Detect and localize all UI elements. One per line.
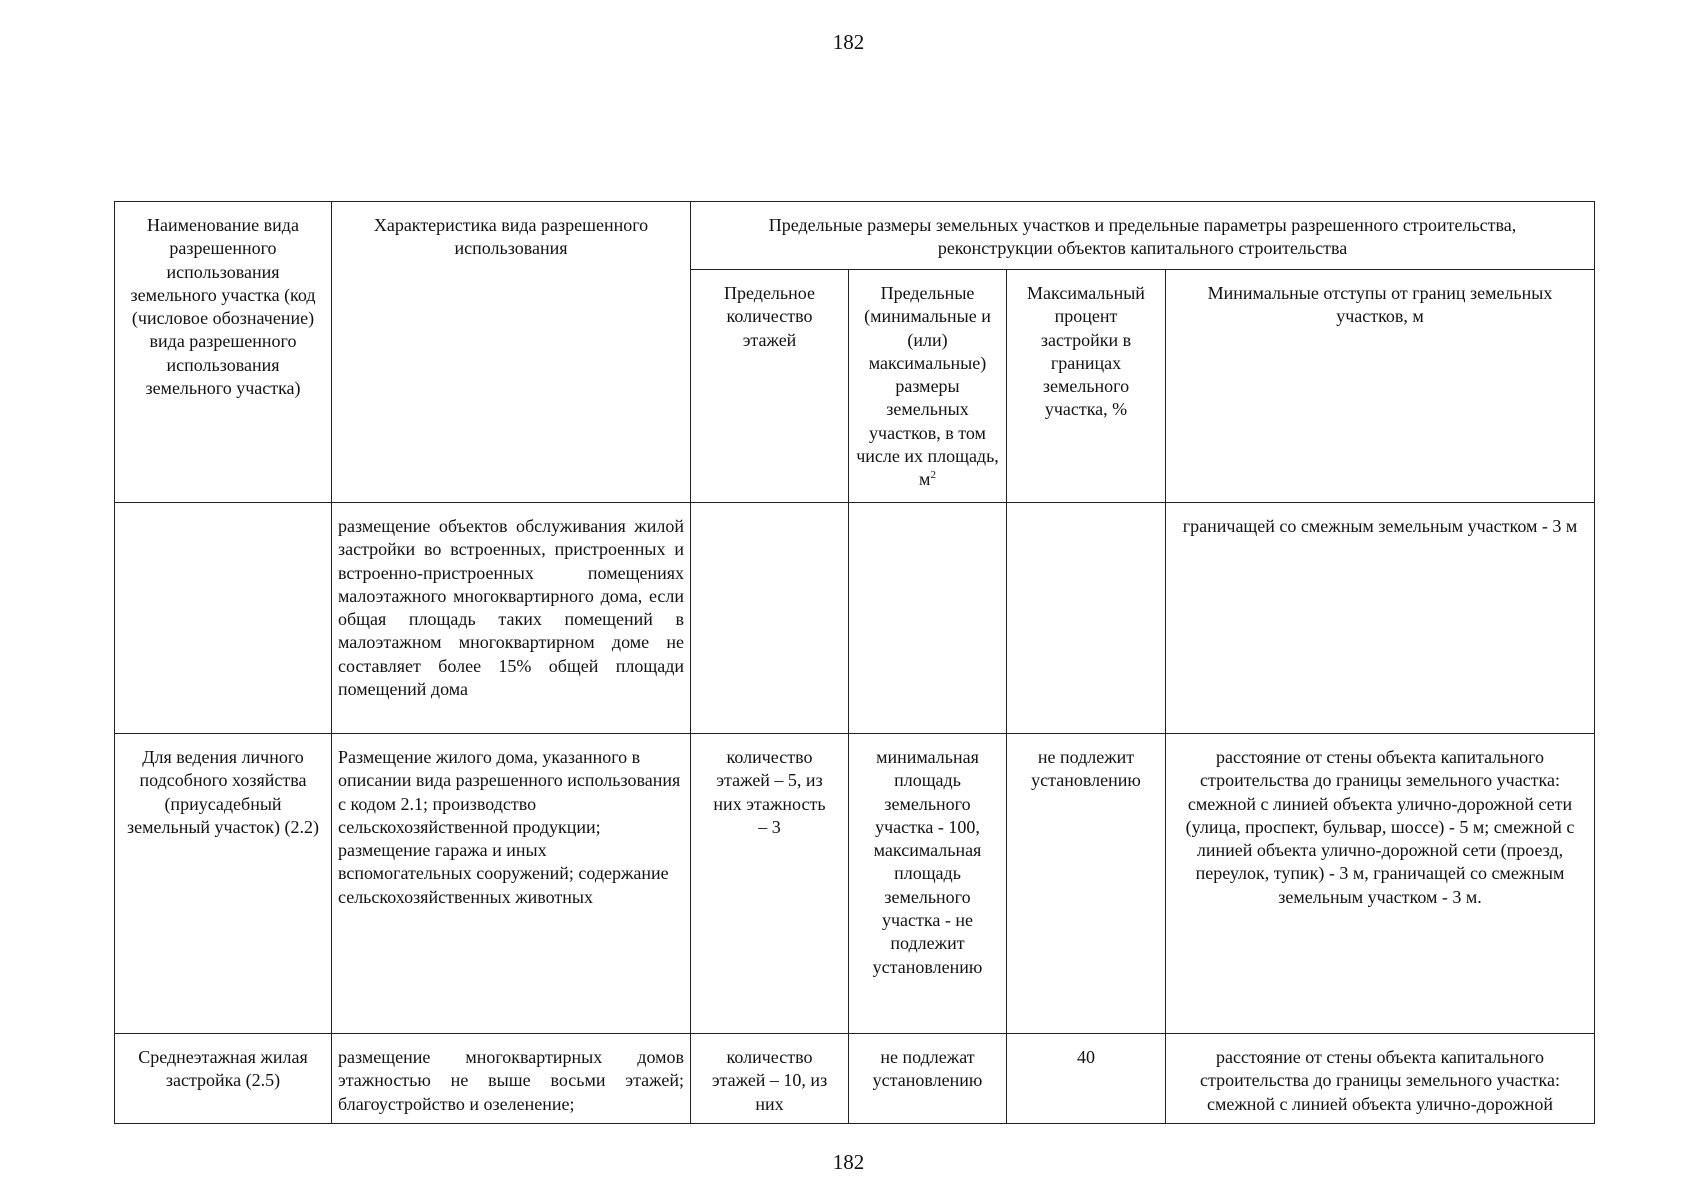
table-header-row (115, 202, 1595, 270)
page-number-bottom: 182 (832, 1150, 865, 1174)
header-setbacks: Минимальные отступы от границ земельных участков, м (1166, 270, 1595, 503)
cell-percent (1007, 503, 1166, 734)
cell-floors: количество этажей – 10, из них (691, 1034, 849, 1124)
header-characteristic: Характеристика вида разрешенного использования (332, 202, 691, 503)
header-percent: Максимальный процент застройки в границах земельного участка, % (1007, 270, 1166, 503)
header-sizes-superscript: 2 (930, 469, 936, 482)
land-use-regulations-table (114, 201, 1595, 1124)
cell-sizes: не подлежат установлению (849, 1034, 1007, 1124)
header-name: Наименование вида разрешенного использования земельного участка (код (числовое обозначение) вида разрешенного использования земельного участка) (115, 202, 332, 503)
table-row (115, 734, 1595, 1034)
cell-name: Для ведения личного подсобного хозяйства (приусадебный земельный участок) (2.2) (115, 734, 332, 1034)
cell-setbacks: граничащей со смежным земельным участком - 3 м (1166, 503, 1595, 734)
header-floors: Предельное количество этажей (691, 270, 849, 503)
cell-sizes: минимальная площадь земельного участка - 100, максимальная площадь земельного участка - не подлежит установлению (849, 734, 1007, 1034)
cell-sizes (849, 503, 1007, 734)
header-sizes (849, 270, 1007, 503)
cell-characteristic: Размещение жилого дома, указанного в описании вида разрешенного использования с кодом 2.1; производство сельскохозяйственной продукции; размещение гаража и иных вспомогательных сооружений; содержание сельскохозяйственных животных (332, 734, 691, 1034)
cell-name (115, 503, 332, 734)
cell-characteristic: размещение многоквартирных домов этажностью не выше восьми этажей; благоустройство и озеленение; (332, 1034, 691, 1124)
header-limits-group: Предельные размеры земельных участков и предельные параметры разрешенного строительства, реконструкции объектов капитального строительства (691, 202, 1595, 270)
cell-setbacks: расстояние от стены объекта капитального строительства до границы земельного участка: смежной с линией объекта улично-дорожной (1166, 1034, 1595, 1124)
cell-percent: 40 (1007, 1034, 1166, 1124)
header-sizes-text: Предельные (минимальные и (или) максимальные) размеры земельных участков, в том числе их площадь, м (856, 283, 999, 490)
cell-floors (691, 503, 849, 734)
page-number-top: 182 (832, 30, 865, 54)
table-row (115, 1034, 1595, 1124)
cell-percent: не подлежит установлению (1007, 734, 1166, 1034)
cell-setbacks: расстояние от стены объекта капитального строительства до границы земельного участка: смежной с линией объекта улично-дорожной сети (улица, проспект, бульвар, шоссе) - 5 м; смежной с линией объекта улично-дорожной сети (проезд, переулок, тупик) - 3 м, граничащей со смежным земельным участком - 3 м. (1166, 734, 1595, 1034)
cell-name: Среднеэтажная жилая застройка (2.5) (115, 1034, 332, 1124)
table-row (115, 503, 1595, 734)
cell-characteristic: размещение объектов обслуживания жилой застройки во встроенных, пристроенных и встроенно-пристроенных помещениях малоэтажного многоквартирного дома, если общая площадь таких помещений в малоэтажном многоквартирном доме не составляет более 15% общей площади помещений дома (332, 503, 691, 734)
cell-floors: количество этажей – 5, из них этажность – 3 (691, 734, 849, 1034)
